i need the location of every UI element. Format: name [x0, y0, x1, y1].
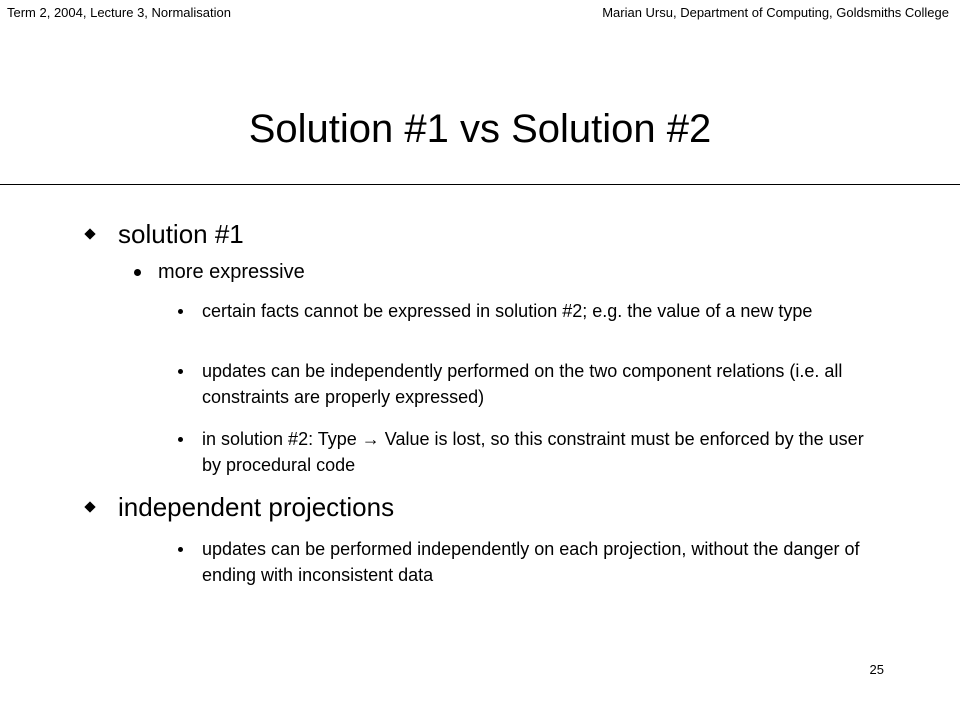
- small-dot-bullet-icon: [178, 369, 183, 374]
- point-type-value-lost: in solution #2: Type → Value is lost, so this constraint must be enforced by the user by procedural code: [202, 429, 864, 475]
- subheading-more-expressive: more expressive: [158, 261, 305, 283]
- point-updates-each-projection: updates can be performed independently on each projection, without the danger of ending with inconsistent data: [202, 539, 860, 585]
- page-number: 25: [869, 662, 884, 677]
- small-dot-bullet-icon: [178, 437, 183, 442]
- slide-title: Solution #1 vs Solution #2: [248, 107, 712, 151]
- small-dot-bullet-icon: [178, 547, 183, 552]
- point-updates-independent: updates can be independently performed on the two component relations (i.e. all constraints are properly expressed): [202, 361, 843, 407]
- header-right-text: Marian Ursu, Department of Computing, Goldsmiths College: [602, 5, 949, 20]
- dot-bullet-icon: [134, 269, 141, 276]
- diamond-bullet-icon: [84, 501, 95, 512]
- section-heading-solution-1: solution #1: [118, 219, 244, 249]
- header-left-text: Term 2, 2004, Lecture 3, Normalisation: [7, 5, 231, 20]
- title-divider: [0, 184, 960, 185]
- small-dot-bullet-icon: [178, 309, 183, 314]
- section-heading-independent-projections: independent projections: [118, 492, 395, 522]
- point-certain-facts: certain facts cannot be expressed in solution #2; e.g. the value of a new type: [202, 301, 813, 321]
- diamond-bullet-icon: [84, 228, 95, 239]
